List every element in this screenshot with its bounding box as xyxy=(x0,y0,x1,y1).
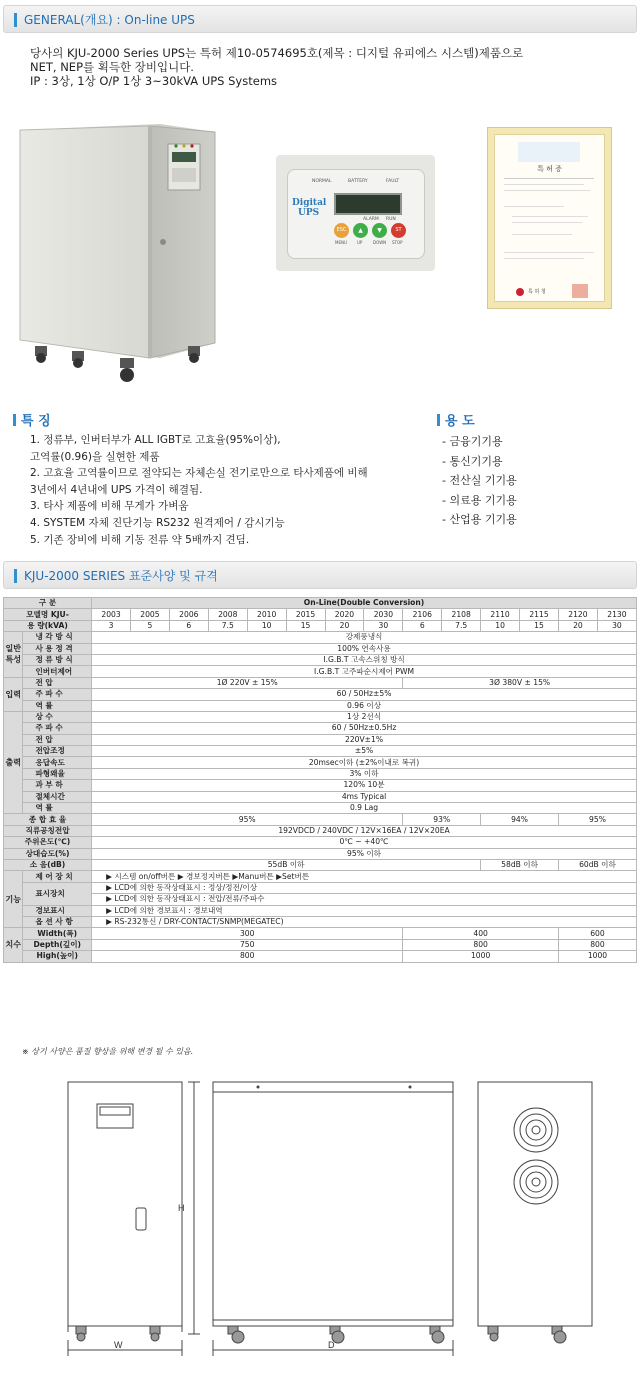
model-cell: 2030 xyxy=(364,609,403,620)
row-label: 표시장치 xyxy=(23,882,92,905)
ups-cabinet-photo xyxy=(10,118,225,390)
row-value: 4ms Typical xyxy=(92,791,637,802)
row-value: 20msec이하 (±2%이내로 복귀) xyxy=(92,757,637,768)
row-label: 정 류 방 식 xyxy=(23,654,92,665)
row-value: 800 xyxy=(403,939,559,950)
certificate-seal-text: 특 허 청 xyxy=(528,289,546,295)
panel-keys xyxy=(334,223,424,249)
rear-fan-top xyxy=(514,1108,558,1152)
model-cell: 2015 xyxy=(286,609,325,620)
use-item: - 의료용 기기용 xyxy=(442,493,517,507)
section-marker xyxy=(14,13,17,27)
row-label: High(높이) xyxy=(23,951,92,962)
row-value: 220V±1% xyxy=(92,734,637,745)
section-marker xyxy=(13,414,16,426)
row-label: 전 압 xyxy=(23,677,92,688)
row-label: 냉 각 방 식 xyxy=(23,632,92,643)
model-cell: 2108 xyxy=(442,609,481,620)
row-value: ▶ LCD에 의한 경보표시 : 경보내역 xyxy=(92,905,637,916)
row-label: 사 용 정 격 xyxy=(23,643,92,654)
row-value: 94% xyxy=(481,814,559,825)
intro-line: 당사의 KJU-2000 Series UPS는 특허 제10-0574695호(제목 : 디지털 유피에스 시스템)제품으로 xyxy=(30,46,524,60)
depth-label: D xyxy=(328,1340,335,1350)
front-view-lcd xyxy=(97,1104,133,1128)
front-panel-photo xyxy=(276,155,435,271)
row-value: 600 xyxy=(558,928,636,939)
certificate-title: 특 허 증 xyxy=(537,165,562,173)
spec-mode: On-Line(Double Conversion) xyxy=(92,598,637,609)
row-value: ▶ LCD에 의한 동작상태표시 : 정상/정전/이상 xyxy=(92,882,637,893)
panel-brand xyxy=(292,198,326,218)
esc-key[interactable]: ESC xyxy=(334,223,349,238)
use-item: - 산업용 기기용 xyxy=(442,513,517,526)
row-value: 400 xyxy=(403,928,559,939)
side-view-outline xyxy=(213,1082,453,1326)
row-label: 종 합 효 율 xyxy=(4,814,92,825)
model-cell: 2005 xyxy=(130,609,169,620)
row-label: 과 부 하 xyxy=(23,780,92,791)
spec-header-bar xyxy=(3,561,637,589)
group-dimensions: 치수 xyxy=(4,928,23,962)
feature-line: 3년에서 4년내에 UPS 가격이 해결됨. xyxy=(30,483,203,496)
capacity-cell: 6 xyxy=(403,620,442,631)
spec-capacity-row xyxy=(4,620,637,631)
row-value: 3% 이하 xyxy=(92,768,637,779)
row-label: 역 률 xyxy=(23,700,92,711)
capacity-cell: 7.5 xyxy=(442,620,481,631)
use-item: - 금융기기용 xyxy=(442,435,503,448)
alarm-label: ALARM xyxy=(363,217,379,222)
dimension-drawing xyxy=(0,1070,641,1370)
row-label: 전 압 xyxy=(23,734,92,745)
row-label: 상대습도(%) xyxy=(4,848,92,859)
features-list xyxy=(30,432,368,548)
capacity-cell: 30 xyxy=(364,620,403,631)
use-item: - 전산실 기기용 xyxy=(442,474,517,487)
feature-line: 2. 고효율 고역률이므로 절약되는 자체손실 전기로만으로 타사제품에 비해 xyxy=(30,467,368,480)
row-label: 파형왜율 xyxy=(23,768,92,779)
row-value: 1Ø 220V ± 15% xyxy=(92,677,403,688)
spec-table xyxy=(3,597,637,963)
general-title: GENERAL(개요) : On-line UPS xyxy=(24,13,195,27)
group-general: 일반특성 xyxy=(4,632,23,678)
row-label: 응답속도 xyxy=(23,757,92,768)
row-label: 직류공칭전압 xyxy=(4,825,92,836)
row-value: 60dB 이하 xyxy=(558,859,636,870)
row-value: ▶ 시스템 on/off버튼 ▶ 경보정지버튼 ▶Manu버튼 ▶Set버튼 xyxy=(92,871,637,882)
model-cell: 2110 xyxy=(481,609,520,620)
row-value: 3Ø 380V ± 15% xyxy=(403,677,637,688)
capacity-cell: 30 xyxy=(597,620,636,631)
capacity-cell: 7.5 xyxy=(208,620,247,631)
row-value: 192VDCD / 240VDC / 12V×16EA / 12V×20EA xyxy=(92,825,637,836)
intro-line: NET, NEP를 획득한 장비입니다. xyxy=(30,60,194,74)
capacity-cell: 15 xyxy=(286,620,325,631)
capacity-cell: 3 xyxy=(92,620,131,631)
row-value: 95% 이하 xyxy=(92,848,637,859)
row-label: 절체시간 xyxy=(23,791,92,802)
row-value: 60 / 50Hz±5% xyxy=(92,689,637,700)
row-value: 95% xyxy=(558,814,636,825)
uses-title: 용 도 xyxy=(445,414,475,429)
general-header-bar xyxy=(3,5,637,33)
row-value: 1000 xyxy=(558,951,636,962)
row-value: 1000 xyxy=(403,951,559,962)
front-view-lock xyxy=(136,1208,146,1230)
front-view-lcd-screen xyxy=(100,1107,130,1115)
row-label: 주위온도(℃) xyxy=(4,837,92,848)
use-item: - 통신기기용 xyxy=(442,454,503,468)
spec-header-row xyxy=(4,598,637,609)
intro-text xyxy=(30,46,523,88)
group-function: 기능 xyxy=(4,871,23,928)
feature-line: 1. 정류부, 인버터부가 ALL IGBT로 고효율(95%이상), xyxy=(30,434,281,446)
capacity-cell: 6 xyxy=(169,620,208,631)
up-key[interactable]: ▲ xyxy=(353,223,368,238)
row-value: 58dB 이하 xyxy=(481,859,559,870)
panel-brand-line2: UPS xyxy=(298,208,320,218)
row-label: 주 파 수 xyxy=(23,723,92,734)
capacity-cell: 10 xyxy=(481,620,520,631)
row-label: 소 음(dB) xyxy=(4,859,92,870)
led-label-fault: FAULT xyxy=(386,179,400,184)
key-label-menu: MENU xyxy=(335,240,347,245)
model-cell: 2008 xyxy=(208,609,247,620)
group-input: 입력 xyxy=(4,677,23,711)
led-label-normal: NORMAL xyxy=(312,179,332,184)
rear-fan-bottom xyxy=(514,1160,558,1204)
row-value: 100% 연속사용 xyxy=(92,643,637,654)
row-value: 120% 10분 xyxy=(92,780,637,791)
row-value: 0℃ ~ +40℃ xyxy=(92,837,637,848)
stop-key[interactable]: ST xyxy=(391,223,406,238)
uses-list xyxy=(442,432,517,530)
key-label-up: UP xyxy=(357,240,363,245)
row-value: 300 xyxy=(92,928,403,939)
footnote: ※ 상기 사양은 품질 향상을 위해 변경 될 수 있음. xyxy=(22,1047,194,1056)
row-value: 800 xyxy=(92,951,403,962)
group-output: 출력 xyxy=(4,711,23,814)
row-value: I.G.B.T 고주파순시제어 PWM xyxy=(92,666,637,677)
row-value: 800 xyxy=(558,939,636,950)
key-label-down: DOWN xyxy=(373,240,387,245)
patent-certificate xyxy=(487,127,612,309)
row-label: 경보표시 xyxy=(23,905,92,916)
row-value: 93% xyxy=(403,814,481,825)
row-label: 제 어 장 치 xyxy=(23,871,92,882)
row-label: 인버터제어 xyxy=(23,666,92,677)
uses-heading xyxy=(437,410,475,429)
feature-line: 3. 타사 제품에 비해 무게가 가벼움 xyxy=(30,500,189,513)
model-cell: 2115 xyxy=(520,609,559,620)
features-heading xyxy=(13,410,51,429)
row-value: 60 / 50Hz±0.5Hz xyxy=(92,723,637,734)
row-value: ▶ RS-232통신 / DRY-CONTACT/SNMP(MEGATEC) xyxy=(92,916,637,927)
led-label-battery: BATTERY xyxy=(348,179,368,184)
spec-gubun: 구 분 xyxy=(4,598,92,609)
row-value: 750 xyxy=(92,939,403,950)
row-label: 주 파 수 xyxy=(23,689,92,700)
front-view-outline xyxy=(68,1082,182,1326)
capacity-cell: 20 xyxy=(558,620,597,631)
spec-section-title: KJU-2000 SERIES 표준사양 및 규격 xyxy=(24,569,218,583)
model-cell: 2006 xyxy=(169,609,208,620)
features-title: 특 징 xyxy=(21,414,51,429)
row-value: 95% xyxy=(92,814,403,825)
row-value: I.G.B.T 고속스위칭 방식 xyxy=(92,654,637,665)
row-label: 전압조정 xyxy=(23,746,92,757)
model-cell: 2120 xyxy=(558,609,597,620)
row-value: ±5% xyxy=(92,746,637,757)
spec-capacity-label: 용 량(kVA) xyxy=(4,620,92,631)
model-cell: 2130 xyxy=(597,609,636,620)
row-label: Width(폭) xyxy=(23,928,92,939)
row-value: 1상 2선식 xyxy=(92,711,637,722)
row-value: ▶ LCD에 의한 동작상태표시 : 전압/전류/주파수 xyxy=(92,894,637,905)
row-label: 역 률 xyxy=(23,803,92,814)
model-cell: 2020 xyxy=(325,609,364,620)
model-cell: 2106 xyxy=(403,609,442,620)
capacity-cell: 10 xyxy=(247,620,286,631)
row-value: 강제풍냉식 xyxy=(92,632,637,643)
capacity-cell: 5 xyxy=(130,620,169,631)
row-label: 옵 션 사 항 xyxy=(23,916,92,927)
width-label: W xyxy=(114,1340,123,1350)
section-marker xyxy=(14,569,17,583)
spec-model-label: 모델명 KJU- xyxy=(4,609,92,620)
model-cell: 2003 xyxy=(92,609,131,620)
lcd-display xyxy=(334,193,402,215)
capacity-cell: 20 xyxy=(325,620,364,631)
feature-line: 고역률(0.96)을 실현한 제품 xyxy=(30,450,160,463)
capacity-cell: 15 xyxy=(520,620,559,631)
model-cell: 2010 xyxy=(247,609,286,620)
feature-line: 5. 기존 장비에 비해 기동 전류 약 5배까지 견딤. xyxy=(30,533,250,546)
height-label: H xyxy=(178,1203,185,1213)
row-label: 상 수 xyxy=(23,711,92,722)
intro-line: IP : 3상, 1상 O/P 1상 3~30kVA UPS Systems xyxy=(30,74,278,88)
key-label-stop: STOP xyxy=(392,240,403,245)
down-key[interactable]: ▼ xyxy=(372,223,387,238)
row-label: Depth(깊이) xyxy=(23,939,92,950)
panel-brand-line1: Digital xyxy=(292,198,327,208)
row-value: 55dB 이하 xyxy=(92,859,481,870)
row-value: 0.96 이상 xyxy=(92,700,637,711)
run-label: RUN xyxy=(386,217,396,222)
spec-model-row xyxy=(4,609,637,620)
row-value: 0.9 Lag xyxy=(92,803,637,814)
feature-line: 4. SYSTEM 자체 진단기능 RS232 원격제어 / 감시기능 xyxy=(30,516,285,529)
section-marker xyxy=(437,414,440,426)
